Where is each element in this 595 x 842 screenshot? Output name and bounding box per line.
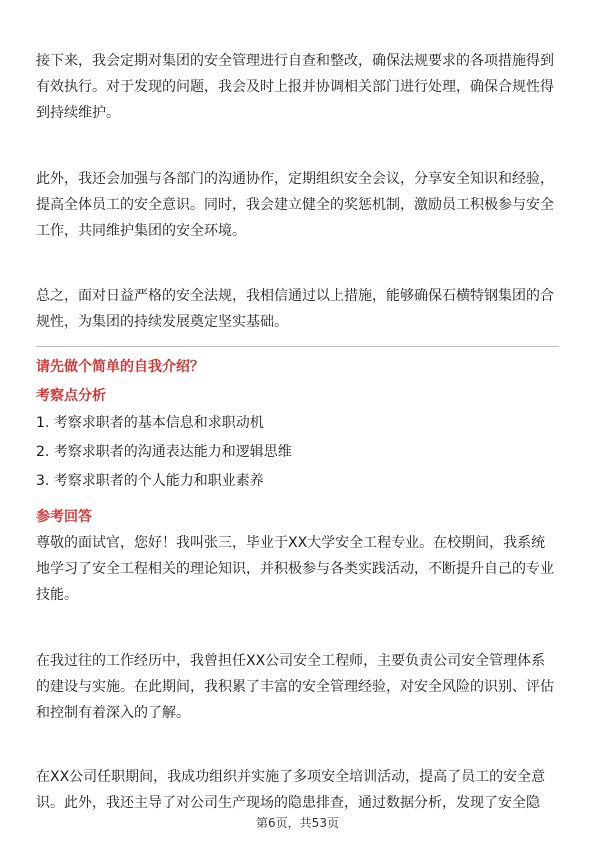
paragraph-conclusion: 总之，面对日益严格的安全法规，我相信通过以上措施，能够确保石横特钢集团的合规性，为集团的持续发展奠定坚实基础。 <box>36 288 554 330</box>
paragraph-self-inspection: 接下来，我会定期对集团的安全管理进行自查和整改，确保法规要求的各项措施得到有效执行。对于发现的问题，我会及时上报并协调相关部门进行处理，确保合规性得到持续维护。 <box>36 53 554 121</box>
answer-paragraph-experience: 在我过往的工作经历中，我曾担任XX公司安全工程师，主要负责公司安全管理体系的建设与实施。在此期间，我积累了丰富的安全管理经验，对安全风险的识别、评估和控制有着深入的了解。 <box>36 653 554 721</box>
question-heading: 请先做个简单的自我介绍？ <box>36 359 204 375</box>
analysis-title: 考察点分析 <box>36 388 106 404</box>
answer-paragraph-achievements: 在XX公司任职期间，我成功组织并实施了多项安全培训活动，提高了员工的安全意识。此外，我还主导了对公司生产现场的隐患排查，通过数据分析，发现了安全隐 <box>36 769 546 811</box>
analysis-item-2: 2. 考察求职者的沟通表达能力和逻辑思维 <box>36 444 292 460</box>
analysis-item-1: 1. 考察求职者的基本信息和求职动机 <box>36 415 264 431</box>
page-number-footer: 第6页，共53页 <box>256 816 339 830</box>
paragraph-communication: 此外，我还会加强与各部门的沟通协作，定期组织安全会议，分享安全知识和经验，提高全体员工的安全意识。同时，我会建立健全的奖惩机制，激励员工积极参与安全工作，共同维护集团的安全环境。 <box>36 171 554 239</box>
answer-paragraph-intro: 尊敬的面试官，您好！我叫张三，毕业于XX大学安全工程专业。在校期间，我系统地学习了安全工程相关的理论知识，并积极参与各类实践活动，不断提升自己的专业技能。 <box>36 535 554 603</box>
answer-title: 参考回答 <box>36 509 92 525</box>
section-divider <box>36 346 559 347</box>
analysis-item-3: 3. 考察求职者的个人能力和职业素养 <box>36 473 264 489</box>
